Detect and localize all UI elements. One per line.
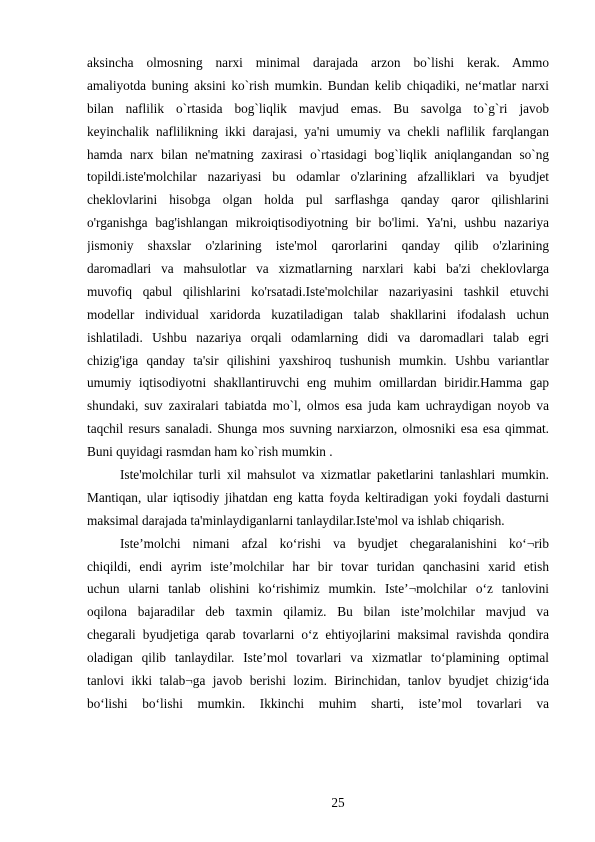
text-line: daromadlari va mahsulotlar va xizmatlarning narxlari kabi ba'zi cheklovlarga — [87, 261, 549, 277]
text-line: cheklovlarini hisobga olgan holda pul sarflashga qanday qaror qilishlarini — [87, 192, 549, 208]
paragraph-3 — [87, 533, 549, 716]
text-line: uchun ularni tanlab olishini ko‘rishimiz mumkin. Iste’¬molchilar o‘z tanlovini — [87, 581, 549, 597]
page-number: 25 — [331, 795, 345, 810]
text-line: chiqildi, endi ayrim iste’molchilar har bir tovar turidan qanchasini xarid etish — [87, 558, 549, 574]
text-line: Iste'molchilar turli xil mahsulot va xizmatlar paketlarini tanlashlari mumkin. — [120, 467, 549, 483]
text-line: keyinchalik naflilikning ikki darajasi, ya'ni umumiy va chekli naflilik farqlangan — [87, 123, 549, 139]
text-line: muvofiq qabul qilishlarini ko'rsatadi.Iste'molchilar nazariyasini tashkil etuvchi — [87, 283, 549, 299]
text-line: hamda narx bilan ne'matning zaxirasi o`rtasidagi bog`liqlik aniqlangandan so`ng — [87, 146, 549, 162]
text-line: oqilona bajaradilar deb taxmin qilamiz. Bu bilan iste’molchilar mavjud va — [87, 604, 549, 620]
text-line: topildi.iste'molchilar nazariyasi bu odamlar o'zlarining afzalliklari va byudjet — [87, 169, 549, 185]
text-line: bilan naflilik o`rtasida bog`liqlik mavjud emas. Bu savolga to`g`ri javob — [87, 100, 549, 116]
text-line: taqchil resurs sanaladi. Shunga mos suvning narxiarzon, olmosniki esa esa qimmat. — [87, 421, 549, 437]
paragraph-2 — [87, 464, 549, 533]
text-line: amaliyotda buning aksini ko`rish mumkin. Bundan kelib chiqadiki, ne‘matlar narxi — [87, 77, 549, 93]
text-line: oladigan qilib tanlaydilar. Iste’mol tovarlari va xizmatlar to‘plamining optimal — [87, 650, 549, 666]
text-line: umumiy iqtisodiyotni shakllantiruvchi eng muhim omillardan biridir.Hamma gap — [87, 375, 549, 391]
text-line: bo‘lishi bo‘lishi mumkin. Ikkinchi muhim sharti, iste’mol tovarlari va — [87, 695, 549, 711]
text-line: modellar individual xaridorda kuzatiladigan talab shakllarini ifodalash uchun — [87, 306, 549, 322]
text-line: aksincha olmosning narxi minimal darajada arzon bo`lishi kerak. Ammo — [87, 55, 549, 70]
document-page — [87, 52, 549, 810]
text-line: shundaki, suv zaxiralari tabiatda mo`l, olmos esa juda kam uchraydigan noyob va — [87, 398, 549, 414]
text-line: Mantiqan, ular iqtisodiy jihatdan eng katta foyda keltiradigan yoki foydali dasturni — [87, 489, 549, 505]
text-line: Iste’molchi nimani afzal ko‘rishi va byudjet chegaralanishini ko‘¬rib — [120, 535, 549, 551]
text-line: chizig'iga qanday ta'sir qilishini yaxshiroq tushunish mumkin. Ushbu variantlar — [87, 352, 549, 368]
text-line: o'rganishga bag'ishlangan mikroiqtisodiyotning bir bo'limi. Ya'ni, ushbu nazariya — [87, 215, 549, 231]
text-line: jismoniy shaxslar o'zlarining iste'mol qarorlarini qanday qilib o'zlarining — [87, 238, 549, 254]
text-line: Buni quyidagi rasmdan ham ko`rish mumkin . — [87, 444, 333, 460]
text-line: chegarali byudjetiga qarab tovarlarni o‘z ehtiyojlarini maksimal ravishda qondira — [87, 627, 549, 643]
text-line: maksimal darajada ta'minlaydiganlarni tanlaydilar.Iste'mol va ishlab chiqarish. — [87, 512, 505, 528]
text-line: ishlatiladi. Ushbu nazariya orqali odamlarning didi va daromadlari talab egri — [87, 329, 549, 345]
paragraph-1 — [87, 52, 549, 464]
text-line: tanlovi ikki talab¬ga javob berishi lozim. Birinchidan, tanlov byudjet chizig‘ida — [87, 673, 549, 689]
